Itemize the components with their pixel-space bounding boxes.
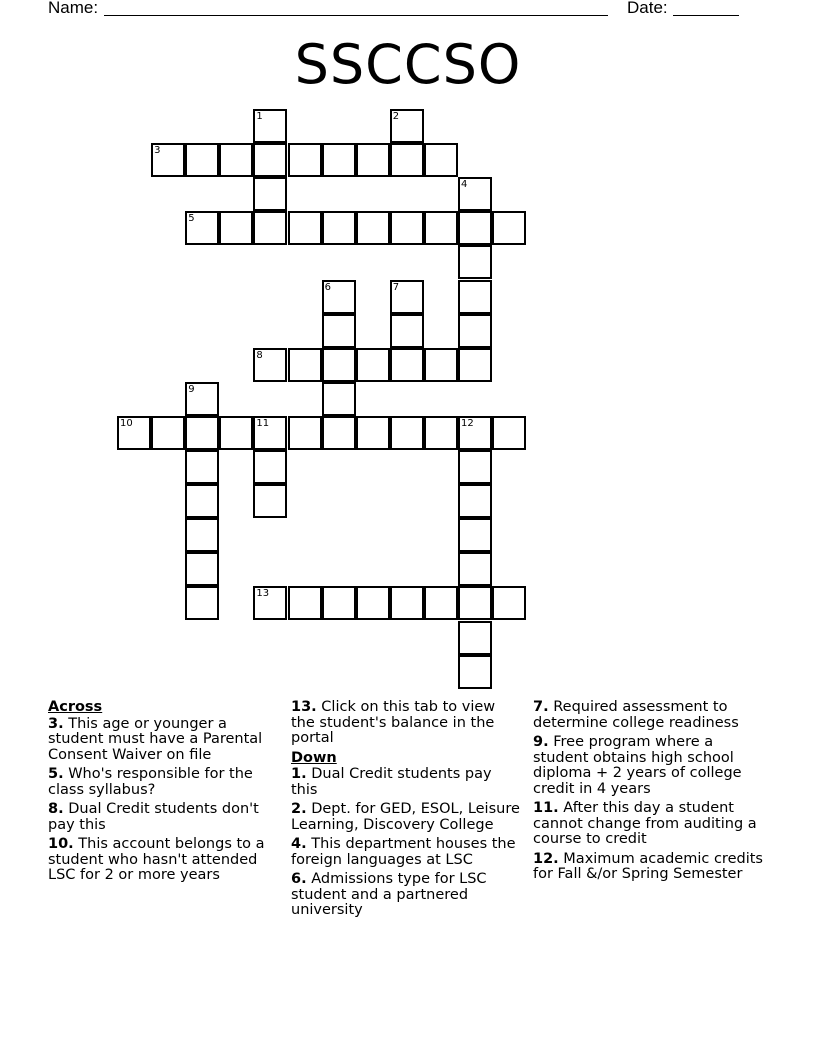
clue-text: This department houses the foreign languages at LSC — [291, 836, 516, 868]
clue-number: 4. — [291, 836, 307, 852]
clue-number-label: 6 — [324, 281, 331, 293]
clue-number-label: 13 — [256, 588, 270, 600]
grid-cell-8[interactable] — [253, 348, 287, 382]
grid-cell-12[interactable] — [458, 416, 492, 450]
clue-down-6 — [291, 872, 521, 919]
clue-column-1 — [48, 700, 278, 888]
date-label: Date: — [627, 0, 668, 17]
grid-cell[interactable] — [322, 314, 356, 348]
clue-down-2 — [291, 802, 521, 833]
grid-cell-13[interactable] — [253, 586, 287, 620]
clue-number: 6. — [291, 871, 307, 887]
grid-cell[interactable] — [390, 586, 424, 620]
clue-number: 2. — [291, 801, 307, 817]
grid-cell[interactable] — [458, 621, 492, 655]
grid-cell[interactable] — [390, 143, 424, 177]
grid-cell[interactable] — [458, 211, 492, 245]
clue-number-label: 2 — [392, 111, 400, 122]
clue-number-label: 9 — [188, 383, 195, 395]
grid-cell[interactable] — [458, 245, 492, 279]
grid-cell[interactable] — [458, 484, 492, 518]
clue-number: 1. — [291, 766, 307, 782]
grid-cell[interactable] — [424, 586, 458, 620]
clue-down-7 — [533, 700, 763, 731]
grid-cell[interactable] — [356, 348, 390, 382]
puzzle-title: SSCCSO — [294, 33, 522, 96]
grid-cell[interactable] — [424, 211, 458, 245]
clue-text: Who's responsible for the class syllabus? — [48, 766, 253, 798]
clue-number: 11. — [533, 800, 559, 816]
grid-cell[interactable] — [253, 211, 287, 245]
clue-text: Click on this tab to view the student's balance in the portal — [291, 699, 496, 746]
grid-cell[interactable] — [424, 416, 458, 450]
grid-cell[interactable] — [322, 143, 356, 177]
grid-cell[interactable] — [356, 211, 390, 245]
clue-number-label: 3 — [154, 145, 161, 157]
grid-cell[interactable] — [424, 348, 458, 382]
grid-cell[interactable] — [322, 416, 356, 450]
grid-cell[interactable] — [458, 518, 492, 552]
grid-cell-7[interactable] — [390, 280, 424, 314]
grid-cell-11[interactable] — [253, 416, 287, 450]
clue-across-13 — [291, 700, 521, 747]
grid-cell[interactable] — [458, 552, 492, 586]
clue-across-3 — [48, 717, 278, 764]
clue-number: 10. — [48, 836, 74, 852]
grid-cell[interactable] — [356, 586, 390, 620]
clue-number-label: 12 — [461, 417, 474, 429]
grid-cell[interactable] — [322, 211, 356, 245]
clue-number: 13. — [291, 699, 317, 715]
across-heading: Across — [48, 699, 103, 715]
grid-cell-1[interactable] — [253, 109, 287, 143]
grid-cell[interactable] — [185, 518, 219, 552]
clue-number-label: 4 — [461, 179, 468, 191]
clue-number: 8. — [48, 801, 64, 817]
grid-cell[interactable] — [185, 484, 219, 518]
clue-down-11 — [533, 801, 763, 848]
clue-text: After this day a student cannot change from auditing a course to credit — [533, 800, 757, 847]
down-heading: Down — [291, 749, 337, 766]
grid-cell-4[interactable] — [458, 177, 492, 211]
grid-cell[interactable] — [288, 586, 322, 620]
name-label: Name: — [48, 0, 99, 17]
grid-cell[interactable] — [322, 586, 356, 620]
grid-cell[interactable] — [219, 143, 253, 177]
grid-cell-5[interactable] — [185, 211, 219, 245]
clue-number-label: 5 — [188, 213, 195, 225]
grid-cell[interactable] — [185, 143, 219, 177]
clue-text: Dual Credit students don't pay this — [48, 801, 259, 833]
grid-cell[interactable] — [185, 586, 219, 620]
clue-number: 5. — [48, 766, 64, 782]
grid-cell[interactable] — [253, 177, 287, 211]
grid-cell[interactable] — [185, 552, 219, 586]
grid-cell[interactable] — [458, 586, 492, 620]
grid-cell[interactable] — [390, 211, 424, 245]
grid-cell[interactable] — [458, 348, 492, 382]
clue-text: Dual Credit students pay this — [291, 766, 492, 798]
clue-down-12 — [533, 852, 763, 883]
grid-cell[interactable] — [492, 586, 526, 620]
clue-across-5 — [48, 767, 278, 798]
clue-down-9 — [533, 735, 763, 797]
grid-cell[interactable] — [288, 416, 322, 450]
clue-number: 7. — [533, 699, 549, 715]
clue-down-1 — [291, 767, 521, 798]
grid-cell[interactable] — [288, 211, 322, 245]
clue-number-label: 10 — [120, 417, 133, 429]
grid-cell[interactable] — [458, 314, 492, 348]
clue-number-label: 8 — [256, 349, 263, 361]
clue-number: 3. — [48, 715, 64, 732]
grid-cell-3[interactable] — [151, 143, 185, 177]
clue-text: This account belongs to a student who hasn't attended LSC for 2 or more years — [48, 836, 265, 883]
grid-cell[interactable] — [185, 416, 219, 450]
grid-cell[interactable] — [390, 416, 424, 450]
grid-cell[interactable] — [151, 416, 185, 450]
grid-cell[interactable] — [356, 416, 390, 450]
clue-number-label: 7 — [392, 281, 400, 293]
grid-cell[interactable] — [322, 382, 356, 416]
grid-cell[interactable] — [219, 416, 253, 450]
clue-across-10 — [48, 837, 278, 884]
grid-cell[interactable] — [458, 450, 492, 484]
clue-number: 12. — [533, 850, 559, 867]
clue-number-label: 1 — [256, 111, 263, 122]
clue-down-4 — [291, 837, 521, 868]
grid-cell[interactable] — [492, 211, 526, 245]
grid-cell[interactable] — [424, 143, 458, 177]
clue-number-label: 11 — [256, 417, 270, 429]
grid-cell-2[interactable] — [390, 109, 424, 143]
grid-cell-6[interactable] — [322, 280, 356, 314]
grid-cell[interactable] — [356, 143, 390, 177]
clue-number: 9. — [533, 734, 549, 750]
grid-cell-9[interactable] — [185, 382, 219, 416]
grid-cell[interactable] — [253, 484, 287, 518]
grid-cell[interactable] — [458, 655, 492, 689]
clue-text: This age or younger a student must have a Parental Consent Waiver on file — [48, 715, 263, 763]
clue-text: Maximum academic credits for Fall &/or Spring Semester — [533, 850, 763, 882]
clue-column-2 — [291, 700, 521, 923]
grid-cell-10[interactable] — [117, 416, 151, 450]
grid-cell[interactable] — [253, 143, 287, 177]
clue-text: Admissions type for LSC student and a partnered university — [291, 871, 487, 918]
clue-text: Dept. for GED, ESOL, Leisure Learning, Discovery College — [291, 801, 520, 833]
grid-cell[interactable] — [219, 211, 253, 245]
grid-cell[interactable] — [390, 348, 424, 382]
grid-cell[interactable] — [390, 314, 424, 348]
grid-cell[interactable] — [185, 450, 219, 484]
grid-cell[interactable] — [322, 348, 356, 382]
grid-cell[interactable] — [288, 143, 322, 177]
clue-column-3 — [533, 700, 763, 887]
clue-text: Free program where a student obtains high school diploma + 2 years of college credit in 4 years — [533, 734, 742, 797]
grid-cell[interactable] — [492, 416, 526, 450]
clue-text: Required assessment to determine college readiness — [533, 699, 739, 731]
grid-cell[interactable] — [288, 348, 322, 382]
grid-cell[interactable] — [458, 280, 492, 314]
grid-cell[interactable] — [253, 450, 287, 484]
clue-across-8 — [48, 802, 278, 833]
